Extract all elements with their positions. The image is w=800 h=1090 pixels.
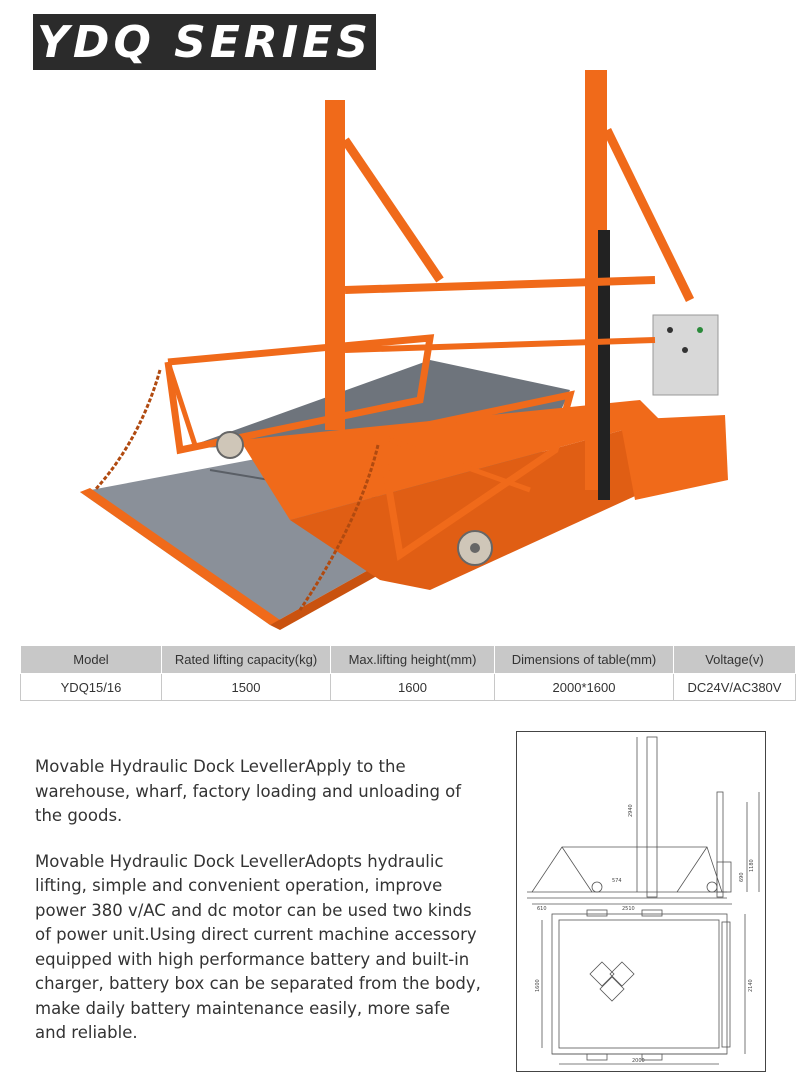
header-capacity: Rated lifting capacity(kg) <box>162 646 331 674</box>
description-paragraph-2: Movable Hydraulic Dock LevellerAdopts hydraulic lifting, simple and convenient operation, improve power 380 v/AC and dc motor can be used two kinds of power unit.Using direct current machine accessory equipped with high performance battery and built-in charger, battery box can be separated from the body, make daily battery maintenance easily, more safe and reliable. <box>35 851 481 1042</box>
header-height: Max.lifting height(mm) <box>331 646 495 674</box>
product-image <box>60 60 750 630</box>
dim-label: 2140 <box>748 979 754 992</box>
spec-table <box>20 645 796 701</box>
control-box <box>653 315 718 395</box>
dim-label: 610 <box>537 906 547 912</box>
table-row <box>21 674 796 701</box>
battery-box <box>620 415 728 500</box>
dim-label: 574 <box>612 878 622 884</box>
header-dimensions: Dimensions of table(mm) <box>495 646 674 674</box>
header-model: Model <box>21 646 162 674</box>
dim-label: 1600 <box>535 979 541 992</box>
description-paragraph-1: Movable Hydraulic Dock LevellerApply to the warehouse, wharf, factory loading and unloading of the goods. <box>35 757 462 825</box>
cell-height: 1600 <box>331 674 495 701</box>
left-mast <box>325 100 345 430</box>
dim-label: 690 <box>739 872 745 882</box>
drawing-svg <box>517 732 765 1071</box>
header-voltage: Voltage(v) <box>674 646 796 674</box>
banner-title: YDQ SERIES <box>37 16 372 68</box>
dim-label: 1180 <box>749 859 755 872</box>
product-description <box>35 755 485 1067</box>
cell-model: YDQ15/16 <box>21 674 162 701</box>
spec-header-row <box>21 646 796 674</box>
cell-voltage: DC24V/AC380V <box>674 674 796 701</box>
technical-drawing <box>516 731 766 1072</box>
cell-dimensions: 2000*1600 <box>495 674 674 701</box>
dim-label: 2000 <box>632 1058 645 1064</box>
cell-capacity: 1500 <box>162 674 331 701</box>
dim-label: 2940 <box>628 804 634 817</box>
dim-label: 2510 <box>622 906 635 912</box>
